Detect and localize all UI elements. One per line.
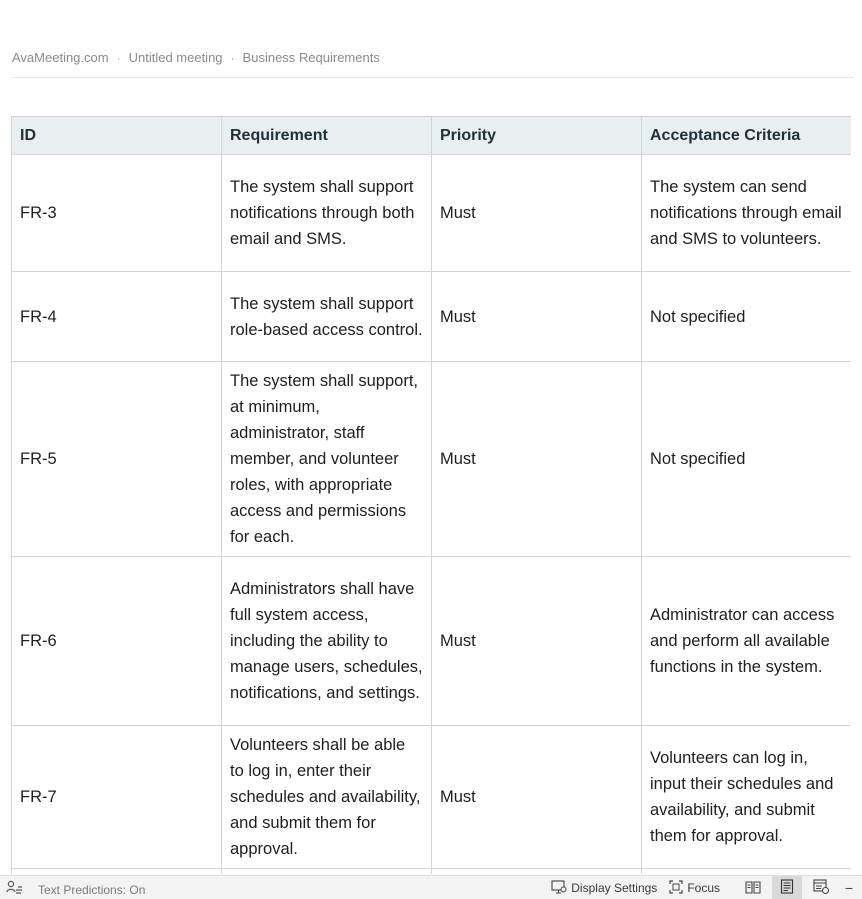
- cell-priority[interactable]: Must: [432, 155, 642, 272]
- focus-button[interactable]: [669, 876, 720, 899]
- requirements-table: [11, 116, 851, 874]
- cell-id[interactable]: FR-6: [12, 557, 222, 726]
- table-row: [12, 557, 852, 726]
- display-settings-icon: [551, 880, 571, 897]
- cell-acceptance[interactable]: The system can send notifications through email and SMS to volunteers.: [642, 155, 852, 272]
- print-layout-button[interactable]: [772, 876, 802, 899]
- cell-priority[interactable]: Must: [432, 272, 642, 362]
- column-header-id[interactable]: ID: [12, 117, 222, 155]
- breadcrumb-item-section[interactable]: Business Requirements: [242, 50, 380, 65]
- page-icon: [780, 879, 794, 897]
- header-divider: [12, 77, 854, 78]
- cell-acceptance[interactable]: [642, 869, 852, 875]
- cell-requirement[interactable]: [222, 869, 432, 875]
- cell-acceptance[interactable]: Volunteers can log in, input their schedules and availability, and submit them for approval.: [642, 726, 852, 869]
- zoom-out-button[interactable]: [840, 876, 858, 899]
- table-row: [12, 272, 852, 362]
- cell-requirement[interactable]: Administrators shall have full system access, including the ability to manage users, schedules, notifications, and settings.: [222, 557, 432, 726]
- table-row: [12, 155, 852, 272]
- cell-priority[interactable]: Must: [432, 557, 642, 726]
- focus-label: Focus: [687, 881, 720, 895]
- text-predictions-icon[interactable]: [6, 880, 24, 899]
- cell-id[interactable]: [12, 869, 222, 875]
- cell-requirement[interactable]: Volunteers shall be able to log in, enter their schedules and availability, and submit them for approval.: [222, 726, 432, 869]
- cell-requirement[interactable]: The system shall support role-based access control.: [222, 272, 432, 362]
- cell-priority[interactable]: [432, 869, 642, 875]
- cell-priority[interactable]: Must: [432, 362, 642, 557]
- book-icon: [745, 880, 761, 897]
- column-header-requirement[interactable]: Requirement: [222, 117, 432, 155]
- cell-id[interactable]: FR-7: [12, 726, 222, 869]
- read-mode-button[interactable]: [738, 876, 768, 899]
- table-row: [12, 869, 852, 875]
- cell-id[interactable]: FR-4: [12, 272, 222, 362]
- breadcrumb-separator: ·: [230, 50, 235, 65]
- zoom-out-label: −: [844, 880, 854, 896]
- cell-priority[interactable]: Must: [432, 726, 642, 869]
- column-header-priority[interactable]: Priority: [432, 117, 642, 155]
- column-header-acceptance-criteria[interactable]: Acceptance Criteria: [642, 117, 852, 155]
- focus-icon: [669, 880, 687, 897]
- cell-acceptance[interactable]: Not specified: [642, 272, 852, 362]
- text-predictions-status[interactable]: Text Predictions: On: [38, 882, 146, 897]
- web-layout-icon: [813, 879, 829, 897]
- display-settings-label: Display Settings: [571, 881, 658, 895]
- cell-requirement[interactable]: The system shall support, at minimum, administrator, staff member, and volunteer roles, with appropriate access and permissions for each.: [222, 362, 432, 557]
- cell-acceptance[interactable]: Not specified: [642, 362, 852, 557]
- table-header-row: [12, 117, 852, 155]
- web-layout-button[interactable]: [806, 876, 836, 899]
- requirements-table-container: [11, 116, 851, 874]
- breadcrumb-separator: ·: [116, 50, 121, 65]
- cell-acceptance[interactable]: Administrator can access and perform all available functions in the system.: [642, 557, 852, 726]
- breadcrumb-item-site[interactable]: AvaMeeting.com: [12, 50, 109, 65]
- breadcrumb: [12, 50, 380, 65]
- table-row: [12, 362, 852, 557]
- cell-id[interactable]: FR-5: [12, 362, 222, 557]
- cell-requirement[interactable]: The system shall support notifications through both email and SMS.: [222, 155, 432, 272]
- breadcrumb-item-meeting[interactable]: Untitled meeting: [128, 50, 223, 65]
- table-row: [12, 726, 852, 869]
- status-bar: [0, 875, 862, 899]
- display-settings-button[interactable]: [551, 876, 657, 899]
- cell-id[interactable]: FR-3: [12, 155, 222, 272]
